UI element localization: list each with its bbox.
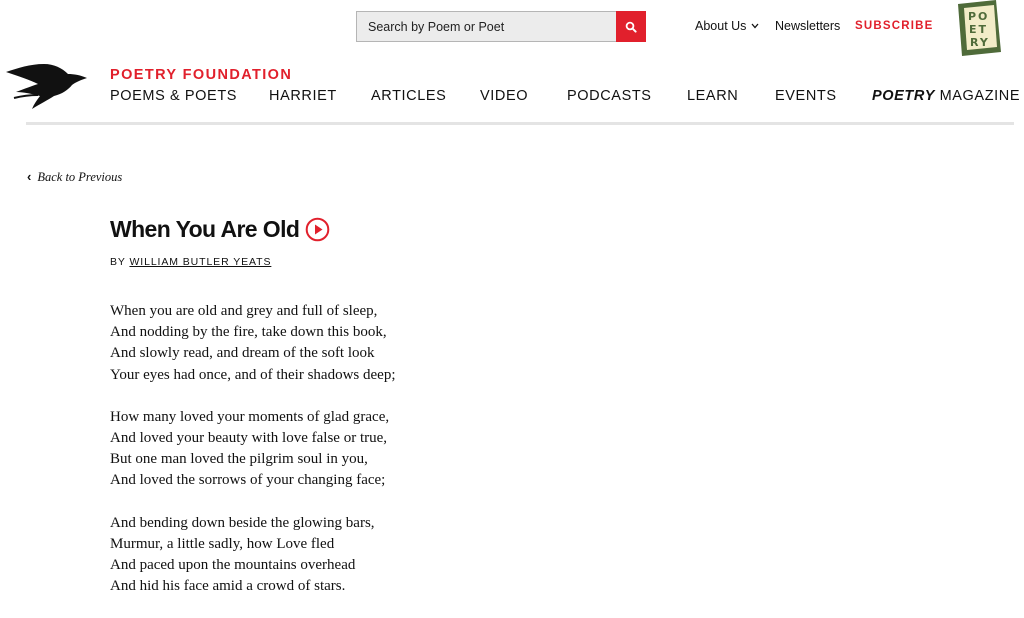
badge-text-2: ET [969, 23, 989, 36]
stanza-3 [110, 513, 396, 598]
poem-line: And loved the sorrows of your changing face; [110, 472, 386, 489]
main-nav [0, 88, 1024, 108]
nav-articles[interactable]: ARTICLES [371, 88, 447, 104]
play-audio-icon[interactable] [305, 217, 330, 242]
poetry-magazine-badge[interactable] [956, 0, 1002, 56]
header-divider [26, 122, 1014, 125]
nav-poems-poets[interactable]: POEMS & POETS [110, 88, 238, 104]
poem-line: And nodding by the fire, take down this book, [110, 324, 387, 341]
nav-harriet[interactable]: HARRIET [269, 88, 337, 104]
brand-name[interactable]: POETRY FOUNDATION [110, 67, 293, 83]
stanza-2 [110, 407, 396, 492]
poem-line: Murmur, a little sadly, how Love fled [110, 535, 335, 552]
poem-body [110, 301, 396, 618]
nav-video[interactable]: VIDEO [480, 88, 529, 104]
byline [110, 256, 271, 268]
poem-title-row [110, 216, 330, 243]
poem-line: And slowly read, and dream of the soft look [110, 345, 375, 362]
newsletters-link[interactable]: Newsletters [775, 19, 841, 33]
poem-line: How many loved your moments of glad grace, [110, 408, 390, 425]
author-link[interactable]: WILLIAM BUTLER YEATS [129, 256, 272, 268]
poem-line: But one man loved the pilgrim soul in you, [110, 451, 368, 468]
nav-poetry-magazine-label: MAGAZINE [934, 88, 1021, 104]
chevron-left-icon: ‹ [27, 169, 32, 184]
search-bar [356, 11, 646, 42]
subscribe-link[interactable]: SUBSCRIBE [855, 20, 934, 32]
chevron-down-icon [751, 23, 759, 29]
search-icon [625, 21, 637, 33]
search-input[interactable] [356, 11, 616, 42]
badge-text-1: PO [968, 10, 990, 23]
search-button[interactable] [616, 11, 646, 42]
badge-text-3: RY [970, 36, 990, 49]
nav-learn[interactable]: LEARN [687, 88, 739, 104]
poem-line: And bending down beside the glowing bars, [110, 514, 375, 531]
nav-events[interactable]: EVENTS [775, 88, 837, 104]
nav-poetry-magazine[interactable] [872, 88, 1020, 104]
nav-poetry-magazine-italic: POETRY [872, 88, 935, 104]
poem-line: And loved your beauty with love false or true, [110, 429, 388, 446]
poem-line: And hid his face amid a crowd of stars. [110, 578, 346, 595]
nav-podcasts[interactable]: PODCASTS [567, 88, 652, 104]
stanza-1 [110, 301, 396, 386]
poem-line: Your eyes had once, and of their shadows deep; [110, 366, 396, 383]
poem-title: When You Are Old [110, 216, 300, 242]
about-us-label: About Us [695, 19, 747, 33]
byline-prefix: BY [110, 256, 126, 268]
poem-line: When you are old and grey and full of sleep, [110, 303, 378, 319]
about-us-menu[interactable] [695, 19, 759, 33]
back-link-label: Back to Previous [37, 170, 123, 184]
back-to-previous-link[interactable] [27, 169, 122, 185]
poem-line: And paced upon the mountains overhead [110, 556, 356, 573]
